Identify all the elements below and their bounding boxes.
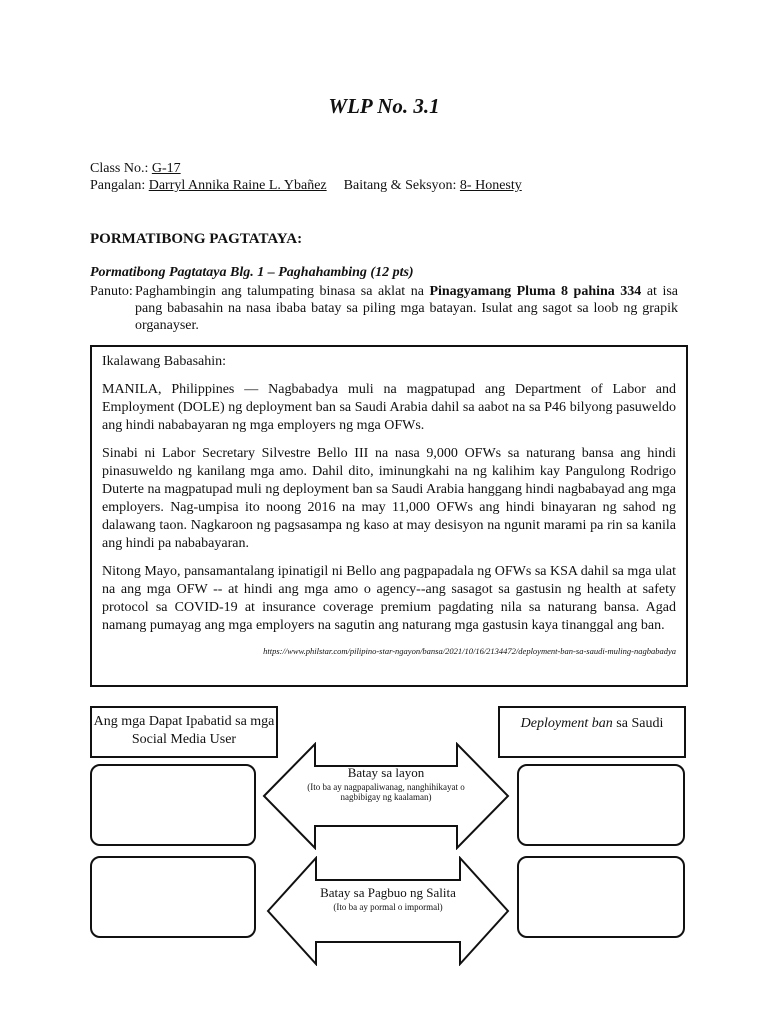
- section-heading: PORMATIBONG PAGTATAYA:: [90, 231, 303, 247]
- answer-box-left-1[interactable]: [90, 764, 256, 846]
- left-header-box: [90, 706, 278, 758]
- name-label: Pangalan:: [90, 178, 146, 193]
- criteria-1: [290, 766, 482, 802]
- reading-paragraph: Nitong Mayo, pansamantalang ipinatigil ni Bello ang pagpapadala ng OFWs sa KSA dahil sa mga ulat na ang mga OFW -- at hindi ang mga amo o agency--ang sasagot sa gastusin ng health at safety protocol sa COVID-19 at insurance coverage premium pagdating nila sa naturang bansa. Agad namang pumayag ang mga employers na sagutin ang naturang mga gastusin kaya tinanggal ang ban.: [102, 564, 676, 633]
- class-no-value: G-17: [151, 161, 181, 176]
- instruction: [90, 283, 678, 334]
- instruction-after: at isa pang babasahin na nasa ibaba batay sa piling mga batayan. Isulat ang sagot sa loob ng grapik organayser.: [135, 284, 678, 333]
- name-line: [90, 177, 522, 194]
- criteria-2-label: Batay sa Pagbuo ng Salita: [320, 885, 456, 900]
- reading-label: Ikalawang Babasahin:: [102, 354, 227, 369]
- right-header-italic: Deployment ban: [520, 716, 613, 731]
- instruction-book: Pinagyamang Pluma 8 pahina 334: [429, 284, 642, 299]
- page-title: WLP No. 3.1: [328, 94, 440, 118]
- right-header-rest: sa Saudi: [612, 716, 664, 731]
- reading-paragraph: MANILA, Philippines — Nagbabadya muli na magpatupad ang Department of Labor and Employment (DOLE) ng deployment ban sa Saudi Arabia dahil sa aabot na sa P46 bilyong pasuweldo ang hindi nababayaran ng mga employers ng mga OFWs.: [102, 382, 676, 433]
- instruction-label: Panuto:: [90, 284, 133, 299]
- criteria-1-note: (Ito ba ay nagpapaliwanag, nanghihikayat o nagbibigay ng kaalaman): [307, 782, 465, 802]
- criteria-1-label: Batay sa layon: [347, 765, 425, 780]
- name-value: Darryl Annika Raine L. Ybañez: [148, 178, 327, 193]
- grade-section-value: 8- Honesty: [459, 178, 522, 193]
- source-link: https://www.philstar.com/pilipino-star-ngayon/bansa/2021/10/16/2134472/deployment-ban-sa-saudi-muling-nagbabadya: [263, 646, 676, 656]
- answer-box-right-1[interactable]: [517, 764, 685, 846]
- right-header-box: [498, 706, 686, 758]
- grade-section-label: Baitang & Seksyon:: [343, 178, 457, 193]
- class-no-label: Class No.:: [90, 161, 149, 176]
- criteria-2-note: (Ito ba ay pormal o impormal): [333, 902, 443, 912]
- left-header-text: Ang mga Dapat Ipabatid sa mga Social Media User: [93, 714, 275, 747]
- criteria-2: [290, 886, 486, 912]
- instruction-text: [135, 283, 678, 334]
- reading-box: [90, 345, 688, 687]
- activity-title: Pormatibong Pagtataya Blg. 1 – Paghahambing (12 pts): [90, 265, 414, 280]
- answer-box-right-2[interactable]: [517, 856, 685, 938]
- class-no-line: [90, 160, 181, 177]
- reading-paragraph: Sinabi ni Labor Secretary Silvestre Bello III na nasa 9,000 OFWs sa naturang bansa ang hindi pinasuweldo ng kanilang mga amo. Dahil dito, iminungkahi na ng kalihim kay Pangulong Rodrigo Duterte na magpatupad muli ng deployment ban sa Saudi Arabia hanggang hindi nagbabayad ang mga employers. Nag-umpisa ito noong 2016 na may 11,000 OFWs ang hindi binayaran ng sahod ng dalawang taon. Nagkaroon ng pagsasampa ng kaso at may desisyon na ngunit marami pa rin sa kanila ang hindi pa nababayaran.: [102, 446, 676, 551]
- answer-box-left-2[interactable]: [90, 856, 256, 938]
- instruction-before: Paghambingin ang talumpating binasa sa aklat na: [135, 284, 424, 299]
